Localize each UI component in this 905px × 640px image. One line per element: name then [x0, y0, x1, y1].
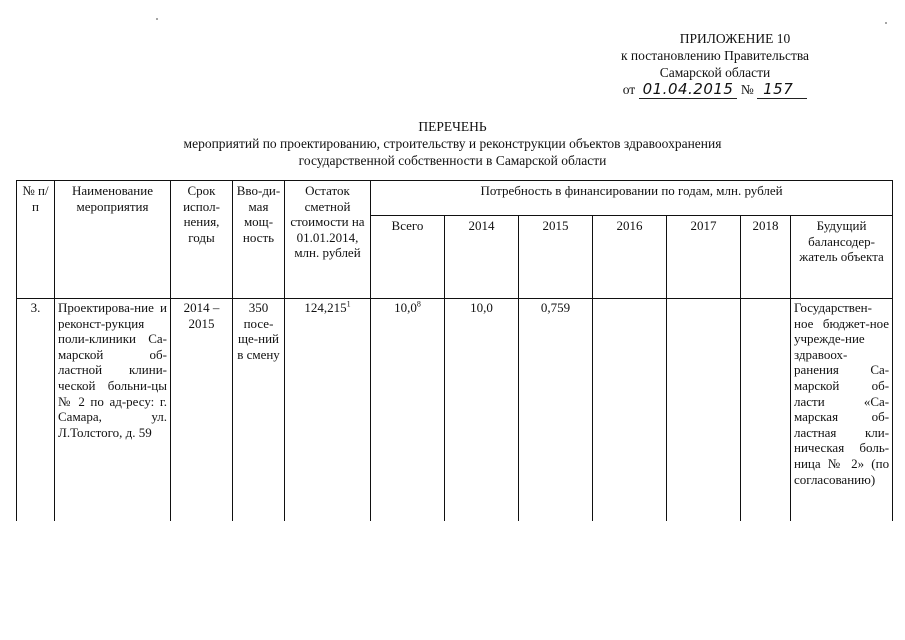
header-balance-holder: Будущий балансодер-жатель объекта [791, 216, 893, 299]
header-2015: 2015 [519, 216, 593, 299]
cell-2017 [667, 299, 741, 522]
document-subtitle-2: государственной собственности в Самарской области [298, 153, 607, 168]
cell-name: Проектирова-ние и реконст-рукция поли-клиники Са-марской об-ластной клини-ческой больни-цы № 2 по ад-ресу: г. Самара, ул. Л.Толстого, д. 59 [55, 299, 171, 522]
appendix-title: ПРИЛОЖЕНИЕ 10 [679, 31, 791, 46]
number-prefix: № [740, 82, 754, 97]
scan-speck [885, 22, 887, 24]
cell-balance-holder: Государствен-ное бюджет-ное учрежде-ние здравоох-ранения Са-марской об-ласти «Са-марская об-ластная кли-ническая боль-ница № 2» (по согласованию) [791, 299, 893, 522]
appendix-line-2: Самарской области [659, 65, 771, 80]
scan-speck [156, 18, 158, 20]
cell-2015: 0,759 [519, 299, 593, 522]
header-row-1 [17, 181, 893, 216]
cell-num: 3. [17, 299, 55, 522]
header-2017: 2017 [667, 216, 741, 299]
document-heading [0, 118, 905, 169]
header-total: Всего [371, 216, 445, 299]
header-2018: 2018 [741, 216, 791, 299]
cell-2018 [741, 299, 791, 522]
document-title: ПЕРЕЧЕНЬ [418, 119, 487, 134]
cell-capacity: 350 посе-ще-ний в смену [233, 299, 285, 522]
date-prefix: от [622, 82, 636, 97]
header-num: № п/п [17, 181, 55, 299]
handwritten-number: 157 [757, 80, 807, 99]
header-term: Срок испол-нения, годы [171, 181, 233, 299]
appendix-block [585, 30, 845, 98]
total-value: 10,0 [394, 300, 417, 315]
total-footnote: 8 [416, 299, 421, 309]
header-2016: 2016 [593, 216, 667, 299]
cell-term: 2014 – 2015 [171, 299, 233, 522]
remaining-footnote: 1 [346, 299, 351, 309]
header-2014: 2014 [445, 216, 519, 299]
header-capacity: Вво-ди-мая мощ-ность [233, 181, 285, 299]
appendix-line-1: к постановлению Правительства [620, 48, 810, 63]
header-remaining-cost: Остаток сметной стоимости на 01.01.2014, млн. рублей [285, 181, 371, 299]
table-row [17, 299, 893, 522]
cell-2016 [593, 299, 667, 522]
cell-2014: 10,0 [445, 299, 519, 522]
cell-total [371, 299, 445, 522]
header-financing: Потребность в финансировании по годам, млн. рублей [371, 181, 893, 216]
handwritten-date: 01.04.2015 [639, 80, 738, 99]
remaining-value: 124,215 [304, 300, 347, 315]
measures-table [16, 180, 893, 521]
appendix-date-line [585, 81, 845, 98]
document-subtitle-1: мероприятий по проектированию, строительству и реконструкции объектов здравоохранения [183, 136, 722, 151]
header-name: Наименование мероприятия [55, 181, 171, 299]
cell-remaining-cost [285, 299, 371, 522]
